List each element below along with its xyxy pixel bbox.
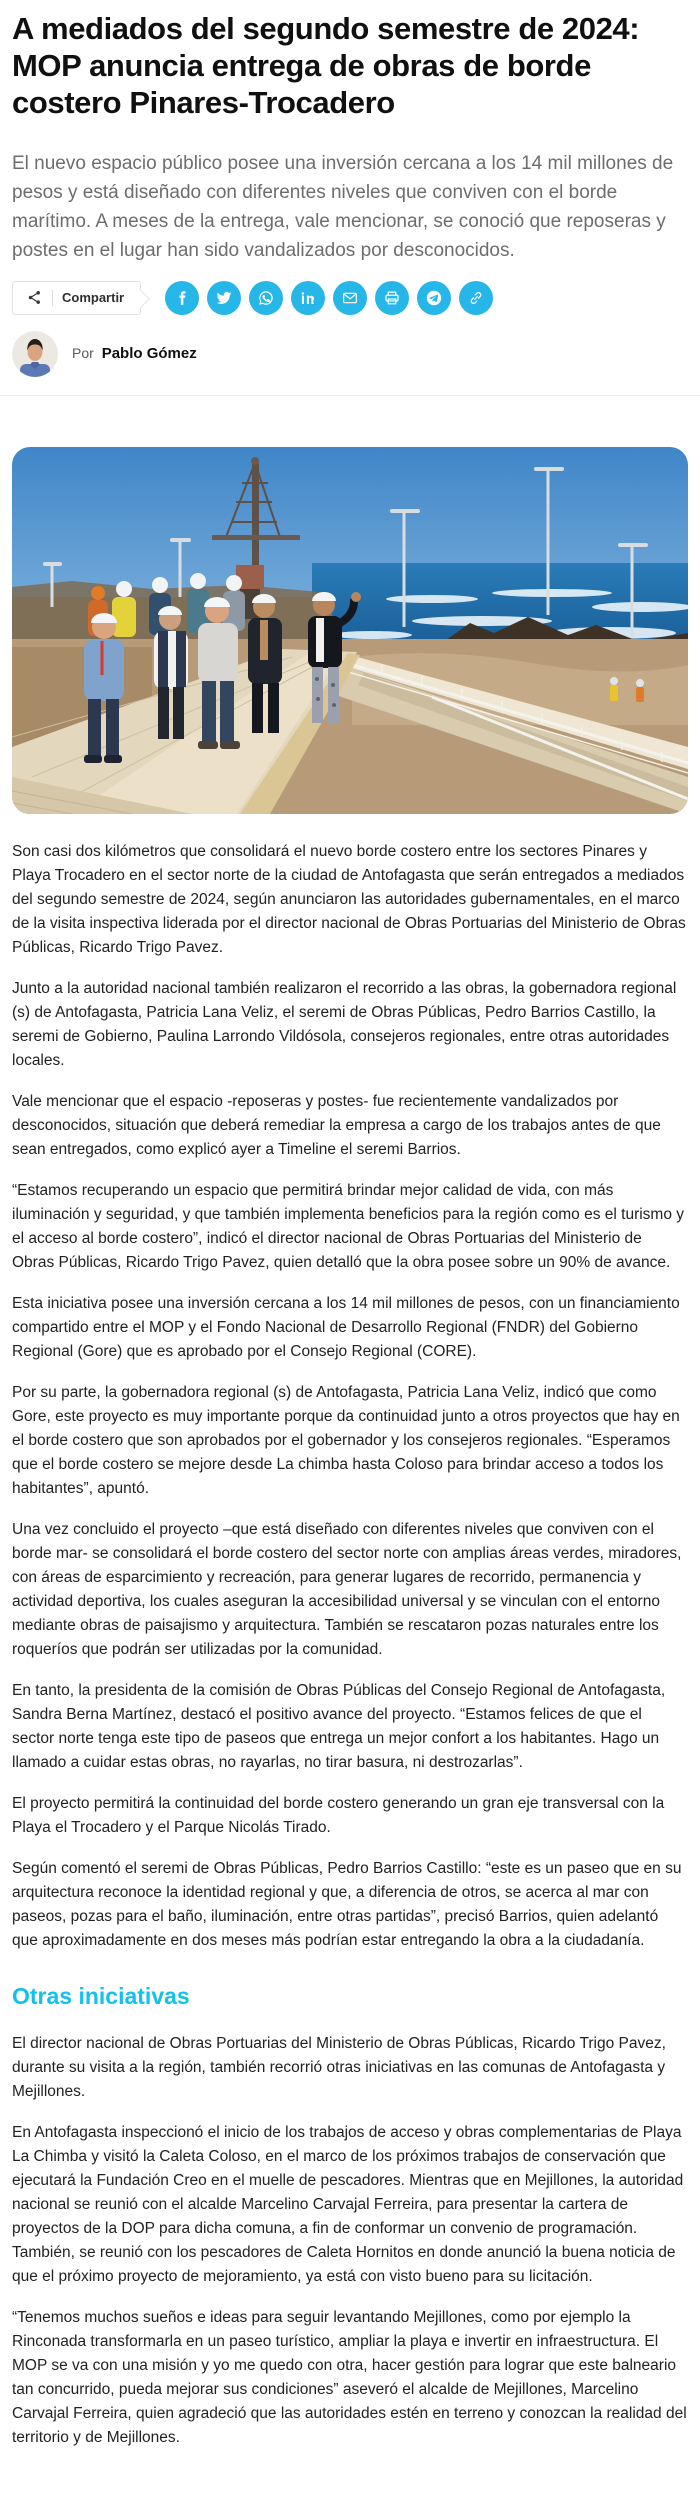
article-paragraph: Junto a la autoridad nacional también realizaron el recorrido a las obras, la gobernadora regional (s) de Antofagasta, Patricia Lana Veliz, el seremi de Obras Públicas, Pedro Barrios Castillo, la seremi de Gobierno, Paulina Larrondo Vildósola, consejeros regionales, entre otras autoridades locales. <box>12 979 677 1069</box>
whatsapp-icon <box>257 289 275 307</box>
share-print-button[interactable] <box>375 281 409 315</box>
share-whatsapp-button[interactable] <box>249 281 283 315</box>
article-paragraph: En tanto, la presidenta de la comisión de Obras Públicas del Consejo Regional de Antofagasta, Sandra Berna Martínez, destacó el positivo avance del proyecto. “Estamos felices de que el sector norte tenga este tipo de paseos que entrega un mejor confort a los habitantes. Hago un llamado a cuidar estas obras, no rayarlas, no tirar basura, ni destrozarlas”. <box>12 1681 666 1771</box>
linkedin-icon <box>299 289 317 307</box>
article-lead: El nuevo espacio público posee una inversión cercana a los 14 mil millones de pesos y está diseñado con diferentes niveles que conviven con el borde marítimo. A meses de la entrega, vale mencionar, se conoció que reposeras y postes en el lugar han sido vandalizados por desconocidos. <box>12 152 674 261</box>
article-paragraph: Son casi dos kilómetros que consolidará el nuevo borde costero entre los sectores Pinares y Playa Trocadero en el sector norte de la ciudad de Antofagasta que serán entregados a mediados del segundo semestre de 2024, según anunciaron las autoridades gubernamentales, en el marco de la visita inspectiva liderada por el director nacional de Obras Portuarias del Ministerio de Obras Públicas, Ricardo Trigo Pavez. <box>12 842 686 956</box>
page-title: A mediados del segundo semestre de 2024: MOP anuncia entrega de obras de borde costero Pinares-Trocadero <box>12 11 640 121</box>
share-facebook-button[interactable] <box>165 281 199 315</box>
article-photo <box>12 447 688 814</box>
email-icon <box>341 289 359 307</box>
share-copy-link-button[interactable] <box>459 281 493 315</box>
article-paragraph: Por su parte, la gobernadora regional (s) de Antofagasta, Patricia Lana Veliz, indicó que como Gore, este proyecto es muy importante porque da continuidad junto a otros proyectos que hay en el borde costero que son aprobados por el gobernador y los consejeros regionales. “Esperamos que el borde costero se mejore desde La chimba hasta Coloso para brindar acceso a todos los habitantes”, apuntó. <box>12 1383 680 1497</box>
divider <box>0 395 700 396</box>
section-subheading: Otras iniciativas <box>12 1982 190 2009</box>
twitter-icon <box>215 289 233 307</box>
article-paragraph: Vale mencionar que el espacio -reposeras y postes- fue recientemente vandalizados por desconocidos, situación que deberá remediar la empresa a cargo de los trabajos antes de que sean entregados, como explicó ayer a Timeline el seremi Barrios. <box>12 1092 661 1158</box>
article-paragraph: En Antofagasta inspeccionó el inicio de los trabajos de acceso y obras complementarias de Playa La Chimba y visitó la Caleta Coloso, en el marco de los próximos trabajos de conservación que ejecutará la Fundación Creo en el muelle de pescadores. Mientras que en Mejillones, la autoridad nacional se reunió con el alcalde Marcelino Carvajal Ferreira, para presentar la cartera de proyectos de la DOP para dicha comuna, a fin de conformar un convenio de programación. También, se reunió con los pescadores de Caleta Hornitos en donde anunció la buena noticia de que el próximo proyecto de mejoramiento, ya está con visto bueno para su licitación. <box>12 2123 684 2285</box>
article-paragraph: “Tenemos muchos sueños e ideas para seguir levantando Mejillones, como por ejemplo la Rinconada transformarla en un paseo turístico, ampliar la playa e invertir en infraestructura. El MOP se va con una misión y yo me quedo con otra, hacer gestión para lograr que este balneario tan concurrido, pueda mejorar sus condiciones” aseveró el alcalde de Mejillones, Marcelino Carvajal Ferreira, quien agradeció que las autoridades estén en terreno y conozcan la realidad del territorio y de Mejillones. <box>12 2308 687 2446</box>
article-paragraph: Esta iniciativa posee una inversión cercana a los 14 mil millones de pesos, con un financiamiento compartido entre el MOP y el Fondo Nacional de Desarrollo Regional (FNDR) del Gobierno Regional (Gore) que es aprobado por el Consejo Regional (CORE). <box>12 1294 680 1360</box>
share-linkedin-button[interactable] <box>291 281 325 315</box>
share-button-label: Compartir <box>62 290 125 306</box>
article-paragraph: Una vez concluido el proyecto –que está diseñado con diferentes niveles que conviven con el borde mar- se consolidará el borde costero del sector norte con amplias áreas verdes, miradores, con áreas de esparcimiento y recreación, para generar lugares de recorrido, permanencia y actividad deportiva, los cuales aseguran la accesibilidad universal y se vinculan con el entorno mediante obras de paisajismo y arquitectura. También se rescataron pozas naturales entre los roqueríos que podrán ser utilizadas por la comunidad. <box>12 1520 682 1658</box>
facebook-icon <box>173 289 191 307</box>
button-divider <box>52 290 53 306</box>
share-telegram-button[interactable] <box>417 281 451 315</box>
link-icon <box>467 289 485 307</box>
author-name[interactable]: Pablo Gómez <box>101 345 197 363</box>
article-paragraph: El proyecto permitirá la continuidad del borde costero generando un gran eje transversal con la Playa el Trocadero y el Parque Nicolás Tirado. <box>12 1794 665 1836</box>
print-icon <box>383 289 401 307</box>
social-buttons <box>165 281 493 315</box>
article-paragraph: El director nacional de Obras Portuarias del Ministerio de Obras Públicas, Ricardo Trigo Pavez, durante su visita a la región, también recorrió otras iniciativas en las comunas de Antofagasta y Mejillones. <box>12 2034 666 2100</box>
share-bar <box>12 280 688 316</box>
share-email-button[interactable] <box>333 281 367 315</box>
share-button[interactable] <box>12 281 141 315</box>
article-paragraph: “Estamos recuperando un espacio que permitirá brindar mejor calidad de vida, con más iluminación y seguridad, y que también implementa beneficios para la región como es el turismo y el acceso al borde costero”, indicó el director nacional de Obras Portuarias del Ministerio de Obras Públicas, Ricardo Trigo Pavez, quien detalló que la obra posee sobre un 90% de avance. <box>12 1181 685 1271</box>
article-body <box>12 840 688 2450</box>
byline <box>12 331 688 395</box>
telegram-icon <box>425 289 443 307</box>
author-avatar <box>12 331 58 377</box>
share-icon <box>26 289 43 306</box>
byline-prefix: Por <box>72 345 94 362</box>
share-twitter-button[interactable] <box>207 281 241 315</box>
byline-text <box>72 345 197 362</box>
article-paragraph: Según comentó el seremi de Obras Públicas, Pedro Barrios Castillo: “este es un paseo que en su arquitectura reconoce la identidad regional y que, a diferencia de otros, se acerca al mar con paseos, pozas para el baño, iluminación, entre otras partidas”, precisó Barrios, quien adelantó que aproximadamente en dos meses más podrían estar entregando la obra a la ciudadanía. <box>12 1859 682 1949</box>
